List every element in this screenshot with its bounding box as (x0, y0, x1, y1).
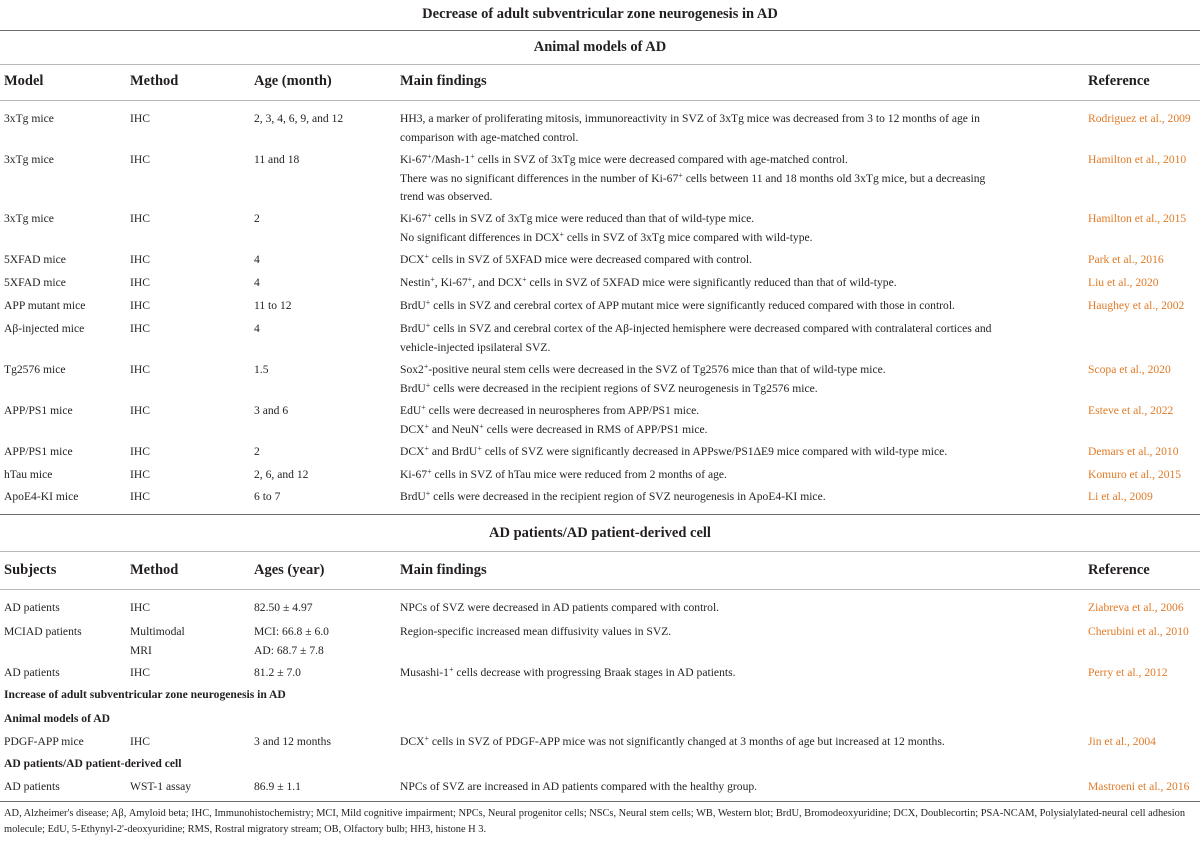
cell-method: WST-1 assay (130, 780, 192, 793)
cell-findings: Ki-67+ cells in SVZ of hTau mice were reduced from 2 months of age. (400, 467, 727, 481)
cell-reference[interactable] (1088, 297, 1184, 316)
cell-subjects: AD patients (4, 780, 60, 793)
header-age: Age (month) (254, 73, 332, 89)
header-model: Model (4, 73, 44, 89)
cell-method: IHC (130, 601, 150, 614)
cell-reference[interactable] (1088, 274, 1159, 293)
cell-reference[interactable] (1088, 443, 1178, 462)
cell-findings: Musashi-1+ cells decrease with progressing Braak stages in AD patients. (400, 665, 736, 679)
finding-text: comparison with age-matched control. (400, 130, 579, 144)
cell-model: Aβ-injected mice (4, 322, 85, 335)
increase-patients-title: AD patients/AD patient-derived cell (4, 757, 182, 770)
cell-model: APP/PS1 mice (4, 445, 73, 458)
cell-findings: NPCs of SVZ were decreased in AD patients compared with control. (400, 601, 720, 614)
reference-link[interactable]: Scopa et al., 2020 (1088, 363, 1171, 376)
cell-findings: BrdU+ cells in SVZ and cerebral cortex of APP mutant mice were significantly reduced compared with those in control. (400, 298, 955, 312)
cell-age: 4 (254, 253, 260, 266)
increase-animal-title: Animal models of AD (4, 712, 110, 725)
reference-link[interactable]: Park et al., 2016 (1088, 253, 1164, 266)
reference-link[interactable]: Rodriguez et al., 2009 (1088, 112, 1191, 125)
cell-reference[interactable] (1088, 361, 1171, 380)
cell-findings (400, 110, 1070, 147)
cell-reference[interactable] (1088, 488, 1153, 507)
cell-reference[interactable] (1088, 599, 1184, 618)
cell-model: hTau mice (4, 468, 53, 481)
header-findings: Main findings (400, 562, 487, 578)
cell-reference[interactable] (1088, 402, 1173, 421)
rule (0, 514, 1200, 515)
cell-method: IHC (130, 322, 150, 335)
cell-age: 2, 6, and 12 (254, 468, 309, 481)
header-findings: Main findings (400, 73, 487, 89)
cell-age: 11 to 12 (254, 299, 292, 312)
cell-age: 6 to 7 (254, 490, 281, 503)
cell-method: IHC (130, 363, 150, 376)
cell-subjects: AD patients (4, 666, 60, 679)
cell-model: 3xTg mice (4, 212, 54, 225)
cell-method: IHC (130, 490, 150, 503)
cell-age: 82.50 ± 4.97 (254, 601, 313, 614)
cell-model: 5XFAD mice (4, 253, 66, 266)
cell-age: MCI: 66.8 ± 6.0 AD: 68.7 ± 7.8 (254, 625, 329, 657)
header-reference: Reference (1088, 73, 1150, 89)
reference-link[interactable]: Komuro et al., 2015 (1088, 468, 1182, 481)
rule-bottom (0, 801, 1200, 802)
cell-age: 2 (254, 212, 260, 225)
cell-findings: Ki-67+/Mash-1+ cells in SVZ of 3xTg mice were decreased compared with age-matched control. There was no significant differences in the number of Ki-67+ cells between 11 and 18 months old 3xTg mice, but a decreasing trend was observed. (400, 152, 986, 203)
cell-reference[interactable] (1088, 623, 1189, 642)
reference-link[interactable]: Liu et al., 2020 (1088, 276, 1159, 289)
cell-findings: BrdU+ cells in SVZ and cerebral cortex of the Aβ-injected hemisphere were decreased compared with contralateral cortices and vehicle-injected ipsilateral SVZ. (400, 321, 992, 354)
reference-link[interactable]: Mastroeni et al., 2016 (1088, 780, 1190, 793)
cell-age: 11 and 18 (254, 153, 300, 166)
reference-link[interactable]: Haughey et al., 2002 (1088, 299, 1185, 312)
cell-method: IHC (130, 735, 150, 748)
cell-reference[interactable] (1088, 251, 1164, 270)
cell-model: ApoE4-KI mice (4, 490, 79, 503)
section-title-patients: AD patients/AD patient-derived cell (489, 525, 711, 541)
cell-model: 3xTg mice (4, 112, 54, 125)
cell-reference[interactable] (1088, 210, 1186, 229)
cell-reference[interactable] (1088, 664, 1168, 683)
table-title: Decrease of adult subventricular zone neurogenesis in AD (422, 6, 778, 22)
cell-age: 2, 3, 4, 6, 9, and 12 (254, 112, 344, 125)
cell-model: 3xTg mice (4, 153, 54, 166)
cell-method: IHC (130, 212, 150, 225)
reference-link[interactable]: Jin et al., 2004 (1088, 735, 1156, 748)
cell-method: IHC (130, 404, 150, 417)
cell-age: 4 (254, 322, 260, 335)
rule (0, 589, 1200, 590)
cell-method: IHC (130, 276, 150, 289)
reference-link[interactable]: Esteve et al., 2022 (1088, 404, 1174, 417)
rule (0, 64, 1200, 65)
cell-method: Multimodal MRI (130, 625, 185, 657)
reference-link[interactable]: Li et al., 2009 (1088, 490, 1153, 503)
cell-subjects: MCIAD patients (4, 625, 82, 638)
cell-age: 2 (254, 445, 260, 458)
cell-age: 81.2 ± 7.0 (254, 666, 301, 679)
cell-subjects: AD patients (4, 601, 60, 614)
cell-method: IHC (130, 468, 150, 481)
reference-link[interactable]: Perry et al., 2012 (1088, 666, 1168, 679)
cell-findings: EdU+ cells were decreased in neurospheres from APP/PS1 mice. DCX+ and NeuN+ cells were decreased in RMS of APP/PS1 mice. (400, 403, 708, 436)
rule (0, 100, 1200, 101)
header-ages: Ages (year) (254, 562, 325, 578)
cell-method: IHC (130, 253, 150, 266)
cell-age: 4 (254, 276, 260, 289)
header-method: Method (130, 73, 179, 89)
cell-method: IHC (130, 299, 150, 312)
rule-top (0, 30, 1200, 31)
cell-method: IHC (130, 445, 150, 458)
cell-model: Tg2576 mice (4, 363, 66, 376)
cell-age: 3 and 6 (254, 404, 289, 417)
reference-link[interactable]: Hamilton et al., 2015 (1088, 212, 1187, 225)
cell-findings: DCX+ cells in SVZ of 5XFAD mice were decreased compared with control. (400, 252, 753, 266)
cell-reference[interactable] (1088, 466, 1181, 485)
rule (0, 551, 1200, 552)
finding-text: HH3, a marker of proliferating mitosis, immunoreactivity in SVZ of 3xTg mice was decreased from 3 to 12 months of age in (400, 112, 980, 125)
cell-reference[interactable] (1088, 110, 1191, 129)
cell-model: APP/PS1 mice (4, 404, 73, 417)
cell-findings: Ki-67+ cells in SVZ of 3xTg mice were reduced than that of wild-type mice. No significant differences in DCX+ cells in SVZ of 3xTg mice compared with wild-type. (400, 211, 813, 244)
cell-findings: Nestin+, Ki-67+, and DCX+ cells in SVZ of 5XFAD mice were significantly reduced than that of wild-type. (400, 275, 897, 289)
reference-link[interactable]: Demars et al., 2010 (1088, 445, 1179, 458)
cell-model: APP mutant mice (4, 299, 86, 312)
cell-method: IHC (130, 112, 150, 125)
cell-findings: Sox2+-positive neural stem cells were decreased in the SVZ of Tg2576 mice than that of wild-type mice. BrdU+ cells were decreased in the recipient regions of SVZ neurogenesis in Tg2576 mice. (400, 362, 886, 395)
reference-link[interactable]: Cherubini et al., 2010 (1088, 625, 1189, 638)
cell-findings: DCX+ and BrdU+ cells of SVZ were significantly decreased in APPswe/PS1ΔE9 mice compared with wild-type mice. (400, 444, 948, 458)
cell-model: 5XFAD mice (4, 276, 66, 289)
cell-age: 3 and 12 months (254, 735, 331, 748)
cell-findings: DCX+ cells in SVZ of PDGF-APP mice was not significantly changed at 3 months of age but increased at 12 months. (400, 734, 945, 748)
header-reference: Reference (1088, 562, 1150, 578)
cell-findings: NPCs of SVZ are increased in AD patients compared with the healthy group. (400, 780, 758, 793)
cell-method: IHC (130, 666, 150, 679)
cell-model: PDGF-APP mice (4, 735, 84, 748)
cell-age: 86.9 ± 1.1 (254, 780, 301, 793)
reference-link[interactable]: Ziabreva et al., 2006 (1088, 601, 1184, 614)
section-title-animal: Animal models of AD (533, 39, 667, 55)
cell-findings: Region-specific increased mean diffusivity values in SVZ. (400, 625, 672, 638)
header-subjects: Subjects (4, 562, 57, 578)
header-method: Method (130, 562, 179, 578)
reference-link[interactable]: Hamilton et al., 2010 (1088, 153, 1187, 166)
cell-method: IHC (130, 153, 150, 166)
cell-age: 1.5 (254, 363, 269, 376)
cell-reference[interactable] (1088, 733, 1156, 752)
cell-findings: BrdU+ cells were decreased in the recipient region of SVZ neurogenesis in ApoE4-KI mice. (400, 489, 826, 503)
footnote: AD, Alzheimer's disease; Aβ, Amyloid beta; IHC, Immunohistochemistry; MCI, Mild cognitive impairment; NPCs, Neural progenitor cells; NSCs, Neural stem cells; WB, Western blot; BrdU, Bromodeoxyuridine; DCX, Doublecortin; PSA-NCAM, Polysialylated-neural cell adhesion molecule; EdU, 5-Ethynyl-2'-deoxyuridine; RMS, Rostral migratory stream; OB, Olfactory bulb; HH3, histone H 3. (4, 808, 1186, 835)
cell-reference[interactable] (1088, 778, 1189, 797)
increase-title: Increase of adult subventricular zone neurogenesis in AD (4, 688, 286, 701)
cell-reference[interactable] (1088, 151, 1186, 170)
